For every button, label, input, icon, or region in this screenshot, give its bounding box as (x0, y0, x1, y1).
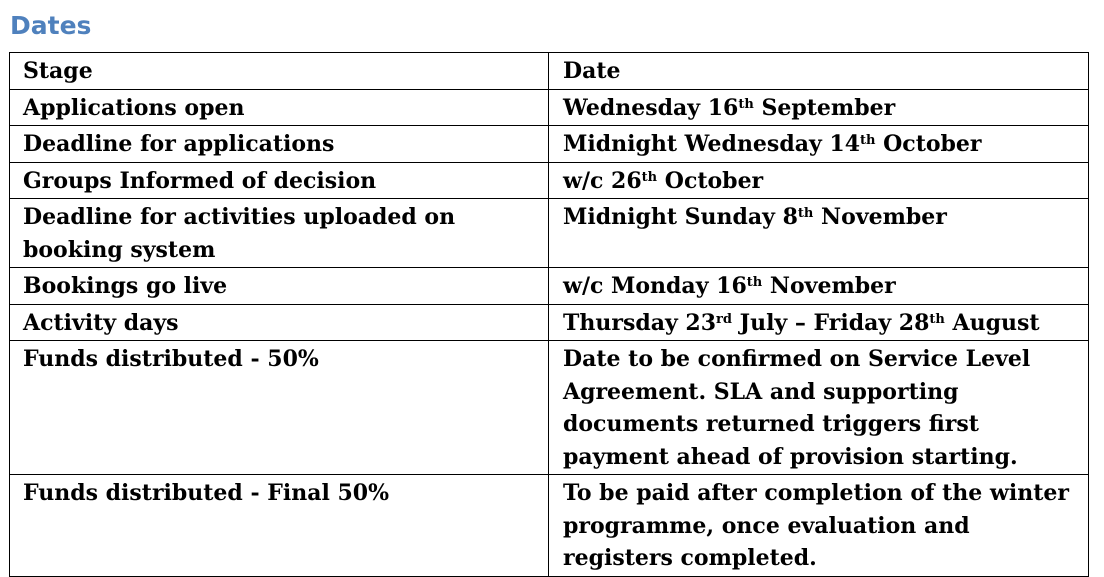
date-text: August (944, 309, 1040, 336)
table-header-row (10, 53, 1089, 90)
column-header-stage: Stage (10, 53, 549, 90)
stage-cell: Funds distributed - Final 50% (10, 475, 549, 577)
ordinal-suffix: th (738, 96, 754, 112)
stage-cell: Activity days (10, 304, 549, 341)
table-row (10, 126, 1089, 163)
stage-cell: Funds distributed - 50% (10, 341, 549, 475)
stage-cell: Bookings go live (10, 268, 549, 305)
date-cell (549, 162, 1089, 199)
table-row (10, 475, 1089, 577)
stage-cell: Deadline for activities uploaded on booking system (10, 199, 549, 268)
ordinal-suffix: th (797, 206, 814, 221)
table-row (10, 304, 1089, 341)
date-text: July – Friday 28 (732, 309, 930, 336)
ordinal-suffix: th (641, 169, 658, 185)
stage-cell: Groups Informed of decision (10, 162, 549, 199)
date-cell (549, 475, 1089, 577)
ordinal-suffix: th (929, 311, 945, 327)
ordinal-suffix: th (746, 275, 763, 290)
date-cell (549, 199, 1089, 268)
date-text: Date to be confirmed on Service Level Agreement. SLA and supporting documents returned triggers first payment ahead of provision starting. (563, 346, 1031, 470)
date-cell (549, 268, 1089, 305)
date-text: October (875, 131, 982, 157)
date-text: Midnight Sunday 8 (563, 204, 798, 230)
ordinal-suffix: rd (716, 311, 732, 327)
table-row (10, 89, 1089, 126)
table-row (10, 162, 1089, 199)
table-row (10, 341, 1089, 475)
date-cell (549, 126, 1089, 163)
column-header-date: Date (549, 53, 1089, 90)
dates-table (9, 52, 1089, 577)
table-row (10, 199, 1089, 268)
date-cell (549, 304, 1089, 341)
date-cell (549, 341, 1089, 475)
date-text: September (753, 94, 896, 121)
date-text: w/c Monday 16 (563, 273, 747, 299)
date-text: November (813, 204, 947, 230)
section-heading: Dates (10, 11, 92, 40)
date-text: October (657, 167, 764, 194)
dates-table-body (10, 53, 1089, 577)
date-text: Midnight Wednesday 14 (563, 131, 861, 157)
ordinal-suffix: th (860, 133, 876, 148)
stage-cell: Applications open (10, 89, 549, 126)
date-text: Wednesday 16 (563, 94, 739, 121)
table-row (10, 268, 1089, 305)
stage-cell: Deadline for applications (10, 126, 549, 163)
date-text: w/c 26 (563, 167, 642, 194)
date-text: Thursday 23 (563, 309, 717, 336)
date-text: To be paid after completion of the winter programme, once evaluation and registers completed. (563, 480, 1069, 571)
date-text: November (762, 273, 896, 299)
date-cell (549, 89, 1089, 126)
